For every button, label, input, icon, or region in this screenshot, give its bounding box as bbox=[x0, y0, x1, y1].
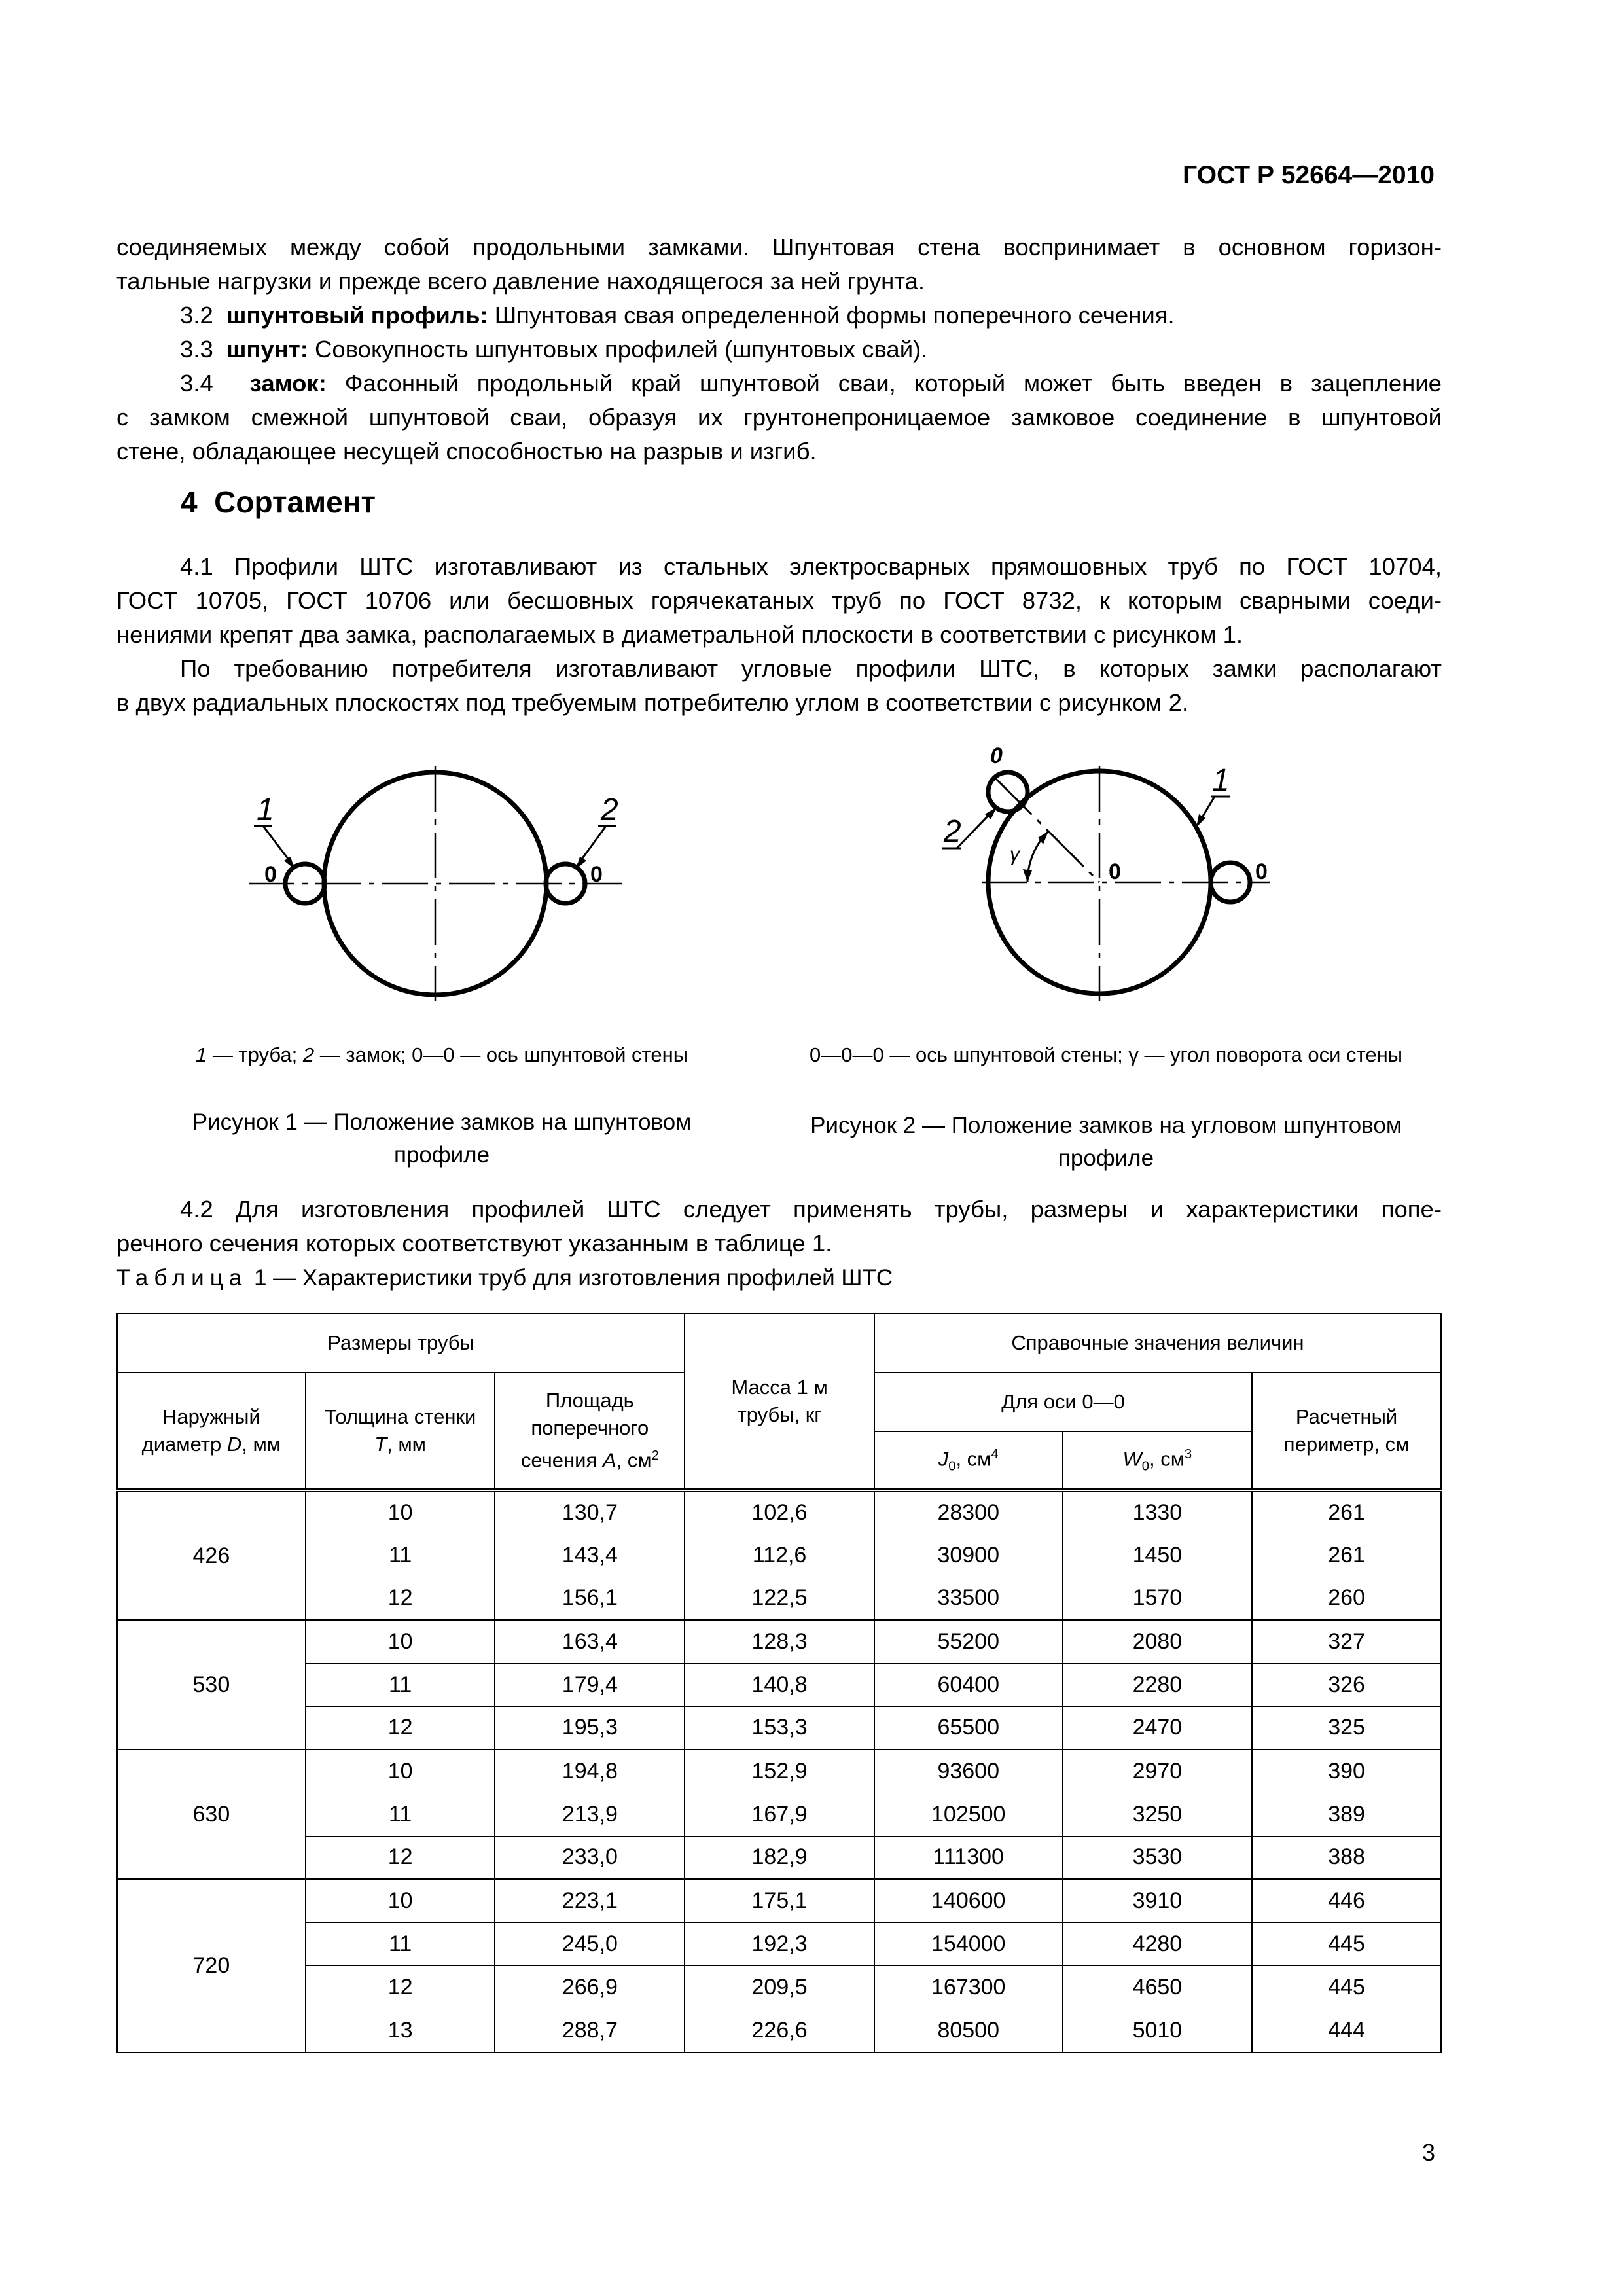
section-modulus-cell: 3910 bbox=[1063, 1879, 1253, 1922]
leader-arrow-2 bbox=[576, 857, 586, 869]
para-line: ГОСТ 10705, ГОСТ 10706 или бесшовных горячекатаных труб по ГОСТ 8732, к которым сварными соеди- bbox=[116, 587, 1442, 614]
mass-cell: 140,8 bbox=[685, 1663, 874, 1706]
figure-1-caption bbox=[131, 1106, 753, 1172]
definition-line: с замком смежной шпунтовой сваи, образуя их грунтонепроницаемое замковое соединение в шпунтовой bbox=[116, 404, 1442, 431]
diameter-cell: 426 bbox=[117, 1490, 306, 1620]
header-line: поперечного bbox=[531, 1416, 649, 1440]
fig1-label-2: 2 bbox=[601, 793, 618, 827]
moment-inertia-cell: 80500 bbox=[874, 2009, 1063, 2052]
para-line: в двух радиальных плоскостях под требуемым потребителю углом в соответствии с рисунком 2. bbox=[116, 689, 1189, 716]
definition-3-4 bbox=[116, 367, 1442, 401]
fig2-label-2: 2 bbox=[944, 814, 961, 849]
angle-arrow-bottom bbox=[1023, 869, 1032, 882]
leader-arrow-1 bbox=[284, 857, 294, 869]
definition-text: Фасонный продольный край шпунтовой сваи, который может быть введен в зацепление bbox=[326, 370, 1442, 397]
perimeter-cell: 325 bbox=[1252, 1706, 1441, 1749]
figure-2-legend: 0—0—0 — ось шпунтовой стены; γ — угол поворота оси стены bbox=[810, 1043, 1402, 1066]
wall-thickness-cell: 11 bbox=[306, 1663, 495, 1706]
table-row bbox=[117, 1706, 1441, 1749]
caption-line: Рисунок 2 — Положение замков на угловом шпунтовом bbox=[810, 1113, 1402, 1138]
perimeter-cell: 444 bbox=[1252, 2009, 1441, 2052]
clause-number: 3.3 bbox=[180, 336, 213, 363]
fig2-zero-center: 0 bbox=[1109, 859, 1121, 884]
figure-2-caption bbox=[766, 1109, 1446, 1175]
clause-number: 3.4 bbox=[180, 370, 213, 397]
mass-cell: 209,5 bbox=[685, 1965, 874, 2009]
area-cell: 179,4 bbox=[495, 1663, 685, 1706]
moment-inertia-cell: 28300 bbox=[874, 1490, 1063, 1534]
moment-inertia-cell: 102500 bbox=[874, 1793, 1063, 1836]
header-line: Площадь bbox=[545, 1389, 634, 1412]
moment-inertia-cell: 65500 bbox=[874, 1706, 1063, 1749]
wall-thickness-cell: 12 bbox=[306, 1965, 495, 2009]
para-line: речного сечения которых соответствуют указанным в таблице 1. bbox=[116, 1230, 832, 1257]
area-cell: 266,9 bbox=[495, 1965, 685, 2009]
fig1-label-1: 1 bbox=[257, 793, 274, 827]
header-reference-values: Справочные значения величин bbox=[874, 1314, 1441, 1372]
perimeter-cell: 445 bbox=[1252, 1922, 1441, 1965]
wall-thickness-cell: 10 bbox=[306, 1749, 495, 1793]
section-modulus-cell: 4650 bbox=[1063, 1965, 1253, 2009]
table-number: 1 bbox=[247, 1265, 267, 1291]
mass-cell: 128,3 bbox=[685, 1620, 874, 1663]
area-cell: 245,0 bbox=[495, 1922, 685, 1965]
section-modulus-cell: 1330 bbox=[1063, 1490, 1253, 1534]
figure-1-drawing bbox=[216, 753, 674, 1014]
mass-cell: 112,6 bbox=[685, 1534, 874, 1577]
table-row bbox=[117, 1922, 1441, 1965]
term: шпунт: bbox=[226, 336, 308, 363]
table-row bbox=[117, 1793, 1441, 1836]
leader-arrow-1 bbox=[1196, 814, 1205, 827]
intro-line: соединяемых между собой продольными замками. Шпунтовая стена воспринимает в основном горизон- bbox=[116, 234, 1442, 260]
mass-cell: 175,1 bbox=[685, 1879, 874, 1922]
para-line: 4.1 Профили ШТС изготавливают из стальных электросварных прямошовных труб по ГОСТ 10704, bbox=[180, 553, 1442, 580]
mass-cell: 122,5 bbox=[685, 1577, 874, 1620]
definition-3-2 bbox=[116, 298, 1442, 332]
header-line: Масса 1 м bbox=[731, 1376, 828, 1399]
header-line: сечения A, $см^2$ bbox=[520, 1448, 659, 1472]
section-modulus-cell: 2470 bbox=[1063, 1706, 1253, 1749]
section-modulus-cell: 3250 bbox=[1063, 1793, 1253, 1836]
table-row bbox=[117, 1965, 1441, 2009]
mass-cell: 192,3 bbox=[685, 1922, 874, 1965]
table-row bbox=[117, 1749, 1441, 1793]
perimeter-cell: 390 bbox=[1252, 1749, 1441, 1793]
document-number: ГОСТ Р 52664—2010 bbox=[1183, 161, 1435, 189]
table-row bbox=[117, 1577, 1441, 1620]
section-modulus-cell: 2280 bbox=[1063, 1663, 1253, 1706]
definition-text: Шпунтовая свая определенной формы поперечного сечения. bbox=[488, 302, 1175, 329]
fig1-zero-left: 0 bbox=[264, 862, 277, 887]
moment-inertia-cell: 154000 bbox=[874, 1922, 1063, 1965]
perimeter-cell: 326 bbox=[1252, 1663, 1441, 1706]
header-diameter bbox=[117, 1372, 306, 1490]
header-row bbox=[117, 1314, 1441, 1372]
header-line: T, мм bbox=[374, 1433, 426, 1456]
perimeter-cell: 445 bbox=[1252, 1965, 1441, 2009]
legend-number: 1 bbox=[195, 1043, 207, 1066]
mass-cell: 226,6 bbox=[685, 2009, 874, 2052]
definition-text: Совокупность шпунтовых профилей (шпунтовых свай). bbox=[308, 336, 928, 363]
mass-cell: 152,9 bbox=[685, 1749, 874, 1793]
para-line: 4.2 Для изготовления профилей ШТС следует применять трубы, размеры и характеристики попе- bbox=[180, 1196, 1442, 1223]
perimeter-cell: 260 bbox=[1252, 1577, 1441, 1620]
section-modulus-cell: 2080 bbox=[1063, 1620, 1253, 1663]
section-heading bbox=[181, 484, 376, 520]
table-caption bbox=[116, 1265, 893, 1291]
fig2-label-1: 1 bbox=[1212, 763, 1230, 798]
header-line: Наружный bbox=[162, 1405, 260, 1428]
header-pipe-sizes: Размеры трубы bbox=[117, 1314, 685, 1372]
area-cell: 156,1 bbox=[495, 1577, 685, 1620]
area-cell: 288,7 bbox=[495, 2009, 685, 2052]
section-number: 4 bbox=[181, 485, 198, 519]
area-cell: 163,4 bbox=[495, 1620, 685, 1663]
table-label: Таблица bbox=[116, 1265, 248, 1291]
table-row bbox=[117, 1490, 1441, 1534]
figure-2-drawing bbox=[903, 733, 1296, 1014]
wall-thickness-cell: 12 bbox=[306, 1577, 495, 1620]
intro-paragraph bbox=[116, 230, 1442, 298]
moment-inertia-cell: 55200 bbox=[874, 1620, 1063, 1663]
paragraph-4-2 bbox=[116, 1193, 1442, 1261]
para-line: нениями крепят два замка, располагаемых в диаметральной плоскости в соответствии с рисунком 1. bbox=[116, 621, 1243, 648]
table-row bbox=[117, 1663, 1441, 1706]
perimeter-cell: 327 bbox=[1252, 1620, 1441, 1663]
diameter-cell: 630 bbox=[117, 1749, 306, 1879]
gamma-label: γ bbox=[1010, 844, 1020, 865]
section-modulus-cell: 1450 bbox=[1063, 1534, 1253, 1577]
header-line: трубы, кг bbox=[737, 1403, 822, 1426]
table-row bbox=[117, 1620, 1441, 1663]
definition-line: стене, обладающее несущей способностью на разрыв и изгиб. bbox=[116, 438, 817, 465]
perimeter-cell: 446 bbox=[1252, 1879, 1441, 1922]
mass-cell: 102,6 bbox=[685, 1490, 874, 1534]
header-line: Расчетный bbox=[1295, 1405, 1398, 1428]
area-cell: 195,3 bbox=[495, 1706, 685, 1749]
header-line: Толщина стенки bbox=[324, 1405, 476, 1428]
caption-line: профиле bbox=[393, 1142, 490, 1168]
table-row bbox=[117, 1534, 1441, 1577]
moment-inertia-cell: 140600 bbox=[874, 1879, 1063, 1922]
fig1-zero-right: 0 bbox=[590, 862, 603, 887]
section-title: Сортамент bbox=[214, 485, 376, 519]
section-modulus-cell: 5010 bbox=[1063, 2009, 1253, 2052]
clause-number: 3.2 bbox=[180, 302, 213, 329]
header-perimeter bbox=[1252, 1372, 1441, 1490]
caption-line: профиле bbox=[1058, 1145, 1154, 1171]
axis-angled bbox=[995, 778, 1099, 882]
mass-cell: 167,9 bbox=[685, 1793, 874, 1836]
legend-text: — замок; 0—0 — ось шпунтовой стены bbox=[314, 1043, 688, 1066]
table-title: — Характеристики труб для изготовления профилей ШТС bbox=[266, 1265, 893, 1291]
perimeter-cell: 389 bbox=[1252, 1793, 1441, 1836]
definitions bbox=[116, 298, 1442, 469]
wall-thickness-cell: 11 bbox=[306, 1922, 495, 1965]
header-mass bbox=[685, 1314, 874, 1490]
page-number: 3 bbox=[1421, 2139, 1435, 2166]
perimeter-cell: 261 bbox=[1252, 1490, 1441, 1534]
fig2-zero-right: 0 bbox=[1255, 859, 1268, 884]
mass-cell: 153,3 bbox=[685, 1706, 874, 1749]
header-line: периметр, см bbox=[1283, 1433, 1410, 1456]
diameter-cell: 720 bbox=[117, 1879, 306, 2052]
wall-thickness-cell: 10 bbox=[306, 1879, 495, 1922]
wall-thickness-cell: 12 bbox=[306, 1836, 495, 1879]
legend-text: — труба; bbox=[207, 1043, 303, 1066]
area-cell: 143,4 bbox=[495, 1534, 685, 1577]
area-cell: 194,8 bbox=[495, 1749, 685, 1793]
header-axis: Для оси 0—0 bbox=[874, 1372, 1252, 1431]
moment-inertia-cell: 111300 bbox=[874, 1836, 1063, 1879]
para-line: По требованию потребителя изготавливают угловые профили ШТС, в которых замки располагают bbox=[180, 655, 1442, 682]
table-row bbox=[117, 1836, 1441, 1879]
term: замок: bbox=[249, 370, 327, 397]
paragraph-4-1 bbox=[116, 550, 1442, 720]
area-cell: 130,7 bbox=[495, 1490, 685, 1534]
header-line: диаметр D, мм bbox=[141, 1433, 281, 1456]
wall-thickness-cell: 11 bbox=[306, 1793, 495, 1836]
perimeter-cell: 261 bbox=[1252, 1534, 1441, 1577]
table-row bbox=[117, 1879, 1441, 1922]
area-cell: 223,1 bbox=[495, 1879, 685, 1922]
section-modulus-cell: 1570 bbox=[1063, 1577, 1253, 1620]
moment-inertia-cell: 60400 bbox=[874, 1663, 1063, 1706]
area-cell: 233,0 bbox=[495, 1836, 685, 1879]
term: шпунтовый профиль: bbox=[226, 302, 488, 329]
caption-line: Рисунок 1 — Положение замков на шпунтовом bbox=[192, 1109, 692, 1135]
header-moment-inertia: $J_0$, $см^4$ bbox=[874, 1431, 1063, 1490]
header-section-modulus: $W_0$, $см^3$ bbox=[1063, 1431, 1253, 1490]
mass-cell: 182,9 bbox=[685, 1836, 874, 1879]
moment-inertia-cell: 167300 bbox=[874, 1965, 1063, 2009]
wall-thickness-cell: 11 bbox=[306, 1534, 495, 1577]
header-wall-thickness bbox=[306, 1372, 495, 1490]
pipe-characteristics-table bbox=[116, 1313, 1442, 2053]
figure-1-legend bbox=[131, 1043, 753, 1067]
perimeter-cell: 388 bbox=[1252, 1836, 1441, 1879]
section-modulus-cell: 2970 bbox=[1063, 1749, 1253, 1793]
definition-3-3 bbox=[116, 332, 1442, 367]
wall-thickness-cell: 12 bbox=[306, 1706, 495, 1749]
section-modulus-cell: 3530 bbox=[1063, 1836, 1253, 1879]
legend-number: 2 bbox=[302, 1043, 315, 1066]
table-row bbox=[117, 2009, 1441, 2052]
moment-inertia-cell: 33500 bbox=[874, 1577, 1063, 1620]
wall-thickness-cell: 13 bbox=[306, 2009, 495, 2052]
wall-thickness-cell: 10 bbox=[306, 1620, 495, 1663]
intro-line: тальные нагрузки и прежде всего давление находящегося за ней грунта. bbox=[116, 268, 925, 295]
area-cell: 213,9 bbox=[495, 1793, 685, 1836]
moment-inertia-cell: 30900 bbox=[874, 1534, 1063, 1577]
diameter-cell: 530 bbox=[117, 1620, 306, 1749]
section-modulus-cell: 4280 bbox=[1063, 1922, 1253, 1965]
wall-thickness-cell: 10 bbox=[306, 1490, 495, 1534]
fig2-zero-top: 0 bbox=[990, 744, 1003, 768]
moment-inertia-cell: 93600 bbox=[874, 1749, 1063, 1793]
header-area bbox=[495, 1372, 685, 1490]
